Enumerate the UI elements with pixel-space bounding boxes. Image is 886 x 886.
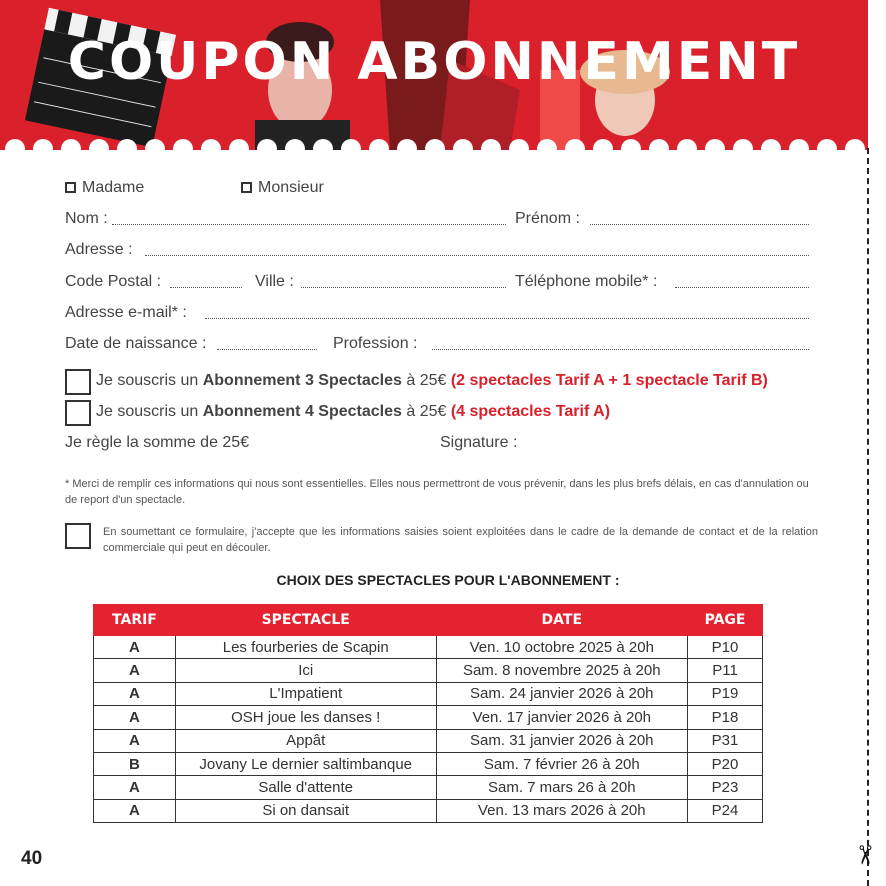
table-row <box>94 636 763 659</box>
scallop-edge <box>733 139 753 159</box>
prenom-field[interactable] <box>590 224 809 225</box>
scallop-edge <box>145 139 165 159</box>
scallop-edge <box>397 139 417 159</box>
consent-text: En soumettant ce formulaire, j'accepte que les informations saisies soient exploitées dans le cadre de la demande de contact et de la relation commerciale qui peut en découler. <box>103 526 818 554</box>
telephone-label: Téléphone mobile* : <box>515 273 658 290</box>
email-field[interactable] <box>205 318 809 319</box>
scallop-edge <box>257 139 277 159</box>
scallop-edge <box>425 139 445 159</box>
cell-tarif: A <box>94 799 176 822</box>
cell-tarif: A <box>94 729 176 752</box>
scissors-icon: ✂ <box>848 844 879 866</box>
header-spectacle: SPECTACLE <box>175 605 436 636</box>
cell-spectacle: Si on dansait <box>175 799 436 822</box>
scallop-edge <box>621 139 641 159</box>
table-row <box>94 659 763 682</box>
cell-date: Ven. 17 janvier 2026 à 20h <box>436 706 688 729</box>
cell-date: Sam. 31 janvier 2026 à 20h <box>436 729 688 752</box>
table-row <box>94 706 763 729</box>
cut-line <box>867 148 869 886</box>
madame-checkbox[interactable] <box>65 182 76 193</box>
shows-table <box>93 604 763 823</box>
email-label: Adresse e-mail* : <box>65 304 187 321</box>
cell-spectacle: Appât <box>175 729 436 752</box>
scallop-edge <box>117 139 137 159</box>
nom-label: Nom : <box>65 210 108 227</box>
scallop-edge <box>789 139 809 159</box>
cell-spectacle: OSH joue les danses ! <box>175 706 436 729</box>
cell-tarif: A <box>94 659 176 682</box>
prenom-label: Prénom : <box>515 210 580 227</box>
scallop-edge <box>61 139 81 159</box>
cell-spectacle: Les fourberies de Scapin <box>175 636 436 659</box>
scallop-edge <box>173 139 193 159</box>
header-tarif: TARIF <box>94 605 176 636</box>
cell-date: Sam. 24 janvier 2026 à 20h <box>436 682 688 705</box>
scallop-edge <box>537 139 557 159</box>
cell-spectacle: L'Impatient <box>175 682 436 705</box>
subscription-4-label: Je souscris un Abonnement 4 Spectacles à 25€ (4 spectacles Tarif A) <box>96 403 611 420</box>
scallop-edge <box>341 139 361 159</box>
header-banner <box>0 0 868 150</box>
nom-field[interactable] <box>112 224 506 225</box>
cell-page: P11 <box>688 659 763 682</box>
page-number: 40 <box>21 848 43 869</box>
table-header-row <box>94 605 763 636</box>
scallop-edge <box>453 139 473 159</box>
scallop-edge <box>593 139 613 159</box>
header-page: PAGE <box>688 605 763 636</box>
scallop-edge <box>677 139 697 159</box>
date-naissance-label: Date de naissance : <box>65 335 207 352</box>
telephone-field[interactable] <box>675 287 809 288</box>
cell-page: P20 <box>688 752 763 775</box>
scallop-edge <box>5 139 25 159</box>
scallop-edge <box>565 139 585 159</box>
cell-page: P24 <box>688 799 763 822</box>
footnote: * Merci de remplir ces informations qui nous sont essentielles. Elles nous permettront de vous prévenir, dans les plus brefs délais, en cas d'annulation ou de report d'un spectacle. <box>65 478 809 506</box>
subscription-3-label: Je souscris un Abonnement 3 Spectacles à 25€ (2 spectacles Tarif A + 1 spectacle Tarif B) <box>96 372 768 389</box>
cell-spectacle: Jovany Le dernier saltimbanque <box>175 752 436 775</box>
cell-tarif: A <box>94 636 176 659</box>
profession-label: Profession : <box>333 335 418 352</box>
cell-date: Sam. 7 mars 26 à 20h <box>436 776 688 799</box>
scallop-edge <box>285 139 305 159</box>
table-row <box>94 682 763 705</box>
cell-spectacle: Ici <box>175 659 436 682</box>
table-row <box>94 776 763 799</box>
scallop-edge <box>817 139 837 159</box>
cell-tarif: A <box>94 706 176 729</box>
scallop-edge <box>369 139 389 159</box>
adresse-field[interactable] <box>145 255 809 256</box>
cell-date: Ven. 13 mars 2026 à 20h <box>436 799 688 822</box>
cell-page: P19 <box>688 682 763 705</box>
scallop-edge <box>33 139 53 159</box>
option-monsieur[interactable]: Monsieur <box>241 179 324 197</box>
subscription-4-checkbox[interactable] <box>65 400 91 426</box>
scallop-edge <box>229 139 249 159</box>
signature-label: Signature : <box>440 434 518 451</box>
scallop-edge <box>761 139 781 159</box>
adresse-label: Adresse : <box>65 241 133 258</box>
consent-checkbox[interactable] <box>65 523 91 549</box>
profession-field[interactable] <box>432 349 809 350</box>
scallop-edge <box>509 139 529 159</box>
ville-label: Ville : <box>255 273 294 290</box>
table-row <box>94 729 763 752</box>
code-postal-label: Code Postal : <box>65 273 162 290</box>
payment-text: Je règle la somme de 25€ <box>65 434 250 451</box>
table-title: CHOIX DES SPECTACLES POUR L'ABONNEMENT : <box>276 572 620 588</box>
scallop-edge <box>705 139 725 159</box>
cell-date: Sam. 8 novembre 2025 à 20h <box>436 659 688 682</box>
date-naissance-field[interactable] <box>217 349 317 350</box>
page-title: COUPON ABONNEMENT <box>67 32 801 92</box>
option-madame[interactable]: Madame <box>65 179 144 197</box>
header-date: DATE <box>436 605 688 636</box>
code-postal-field[interactable] <box>170 287 242 288</box>
cell-spectacle: Salle d'attente <box>175 776 436 799</box>
cell-tarif: A <box>94 682 176 705</box>
scallop-edge <box>313 139 333 159</box>
cell-date: Ven. 10 octobre 2025 à 20h <box>436 636 688 659</box>
scallop-edge <box>89 139 109 159</box>
cell-date: Sam. 7 février 26 à 20h <box>436 752 688 775</box>
cell-page: P18 <box>688 706 763 729</box>
cell-tarif: A <box>94 776 176 799</box>
cell-page: P23 <box>688 776 763 799</box>
table-row <box>94 752 763 775</box>
scallop-edge <box>481 139 501 159</box>
scallop-edge <box>649 139 669 159</box>
monsieur-checkbox[interactable] <box>241 182 252 193</box>
cell-page: P10 <box>688 636 763 659</box>
subscription-3-checkbox[interactable] <box>65 369 91 395</box>
cell-page: P31 <box>688 729 763 752</box>
scallop-edge <box>201 139 221 159</box>
scallop-edge <box>845 139 865 159</box>
ville-field[interactable] <box>301 287 506 288</box>
table-row <box>94 799 763 822</box>
cell-tarif: B <box>94 752 176 775</box>
